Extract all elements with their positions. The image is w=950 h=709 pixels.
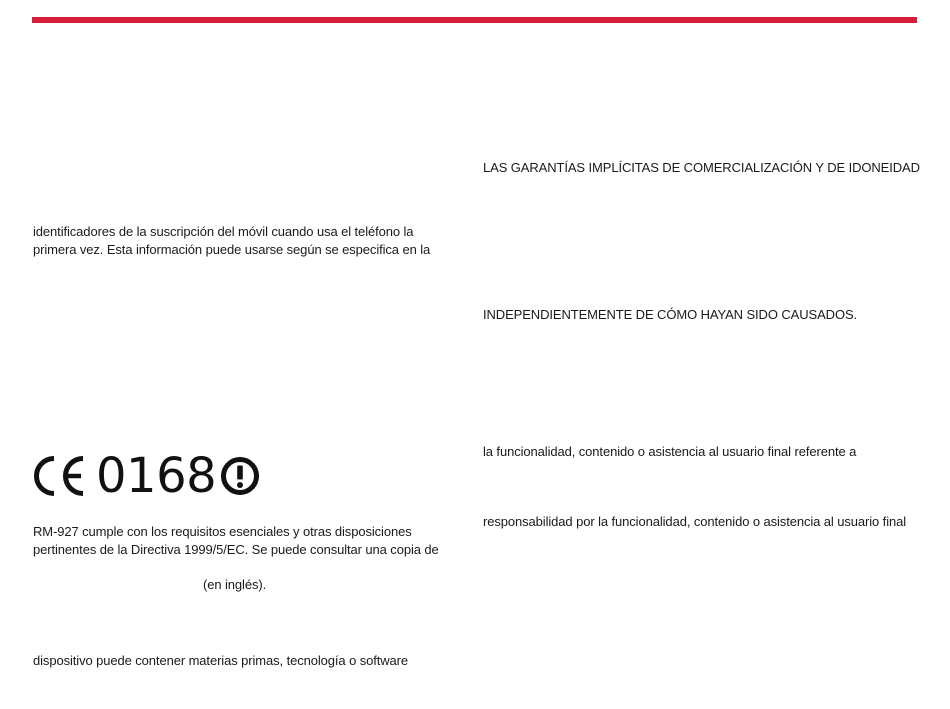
top-accent-rule [32,17,917,23]
independently-caused-text-line: INDEPENDIENTEMENTE DE CÓMO HAYAN SIDO CAUSADOS. [483,307,858,322]
paragraph-identificadores-line-1: identificadores de la suscripción del móvil cuando usa el teléfono la [33,224,414,239]
responsibility-text-line: responsabilidad por la funcionalidad, contenido o asistencia al usuario final [483,514,907,529]
paragraph-identificadores-line-2: primera vez. Esta información puede usarse según se especifica en la [33,242,431,257]
notified-body-number: 0168 [96,448,217,504]
paragraph-rm927-line-2: pertinentes de la Directiva 1999/5/EC. Se puede consultar una copia de [33,542,439,557]
ce-mark-icon [32,454,88,498]
paragraph-rm927-line-1: RM-927 cumple con los requisitos esenciales y otras disposiciones [33,524,412,539]
paragraph-dispositivo-line-1: dispositivo puede contener materias primas, tecnología o software [33,653,409,668]
warranty-text-line: LAS GARANTÍAS IMPLÍCITAS DE COMERCIALIZACIÓN Y DE IDONEIDAD [483,160,920,175]
ce-marking [32,448,260,504]
alert-circle-icon [220,456,260,496]
functionality-text-line: la funcionalidad, contenido o asistencia al usuario final referente a [483,444,857,459]
paragraph-rm927-line-3: (en inglés). [203,577,267,592]
